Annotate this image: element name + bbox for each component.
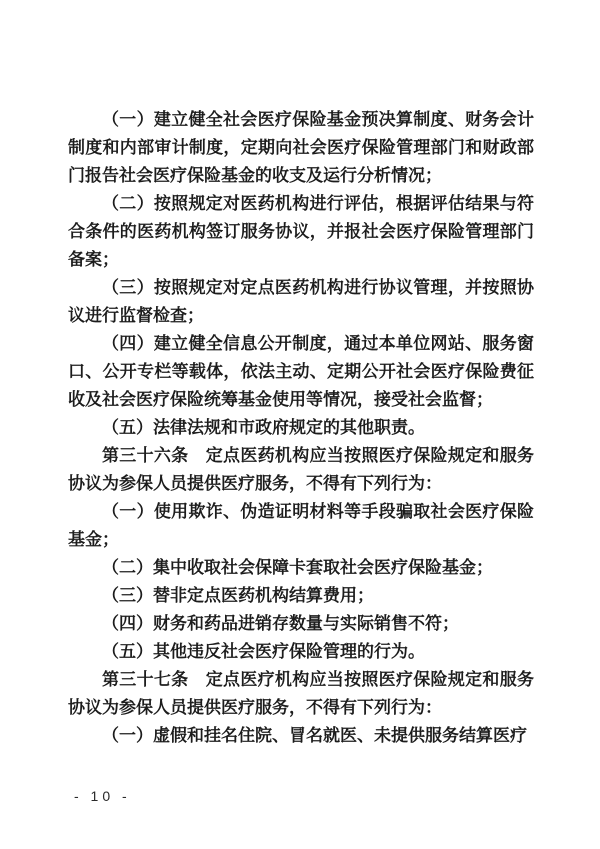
page-number: - 10 - (74, 788, 131, 804)
paragraph-item-2: （二）按照规定对医药机构进行评估，根据评估结果与符合条件的医药机构签订服务协议，并报社会医疗保险管理部门备案； (68, 194, 534, 269)
paragraph-item-9: （四）财务和药品进销存数量与实际销售不符； (102, 614, 459, 633)
article-36-paragraph: 第三十六条 定点医药机构应当按照医疗保险规定和服务协议为参保人员提供医疗服务，不得有下列行为： (68, 446, 534, 493)
paragraph-item-7: （二）集中收取社会保障卡套取社会医疗保险基金； (102, 558, 493, 577)
paragraph-item-5: （五）法律法规和市政府规定的其他职责。 (102, 418, 425, 437)
paragraph-item-11: （一）虚假和挂名住院、冒名就医、未提供服务结算医疗 (102, 726, 527, 745)
article-37-paragraph: 第三十七条 定点医疗机构应当按照医疗保险规定和服务协议为参保人员提供医疗服务，不得有下列行为： (68, 670, 534, 717)
document-body (68, 106, 534, 750)
paragraph-item-3: （三）按照规定对定点医药机构进行协议管理，并按照协议进行监督检查； (68, 278, 534, 325)
paragraph-item-10: （五）其他违反社会医疗保险管理的行为。 (102, 642, 425, 661)
paragraph-item-1: （一）建立健全社会医疗保险基金预决算制度、财务会计制度和内部审计制度，定期向社会医疗保险管理部门和财政部门报告社会医疗保险基金的收支及运行分析情况； (68, 110, 534, 185)
paragraph-item-4: （四）建立健全信息公开制度，通过本单位网站、服务窗口、公开专栏等载体，依法主动、定期公开社会医疗保险费征收及社会医疗保险统筹基金使用等情况，接受社会监督； (68, 334, 534, 409)
paragraph-item-6: （一）使用欺诈、伪造证明材料等手段骗取社会医疗保险基金； (68, 502, 534, 549)
paragraph-item-8: （三）替非定点医药机构结算费用； (102, 586, 374, 605)
